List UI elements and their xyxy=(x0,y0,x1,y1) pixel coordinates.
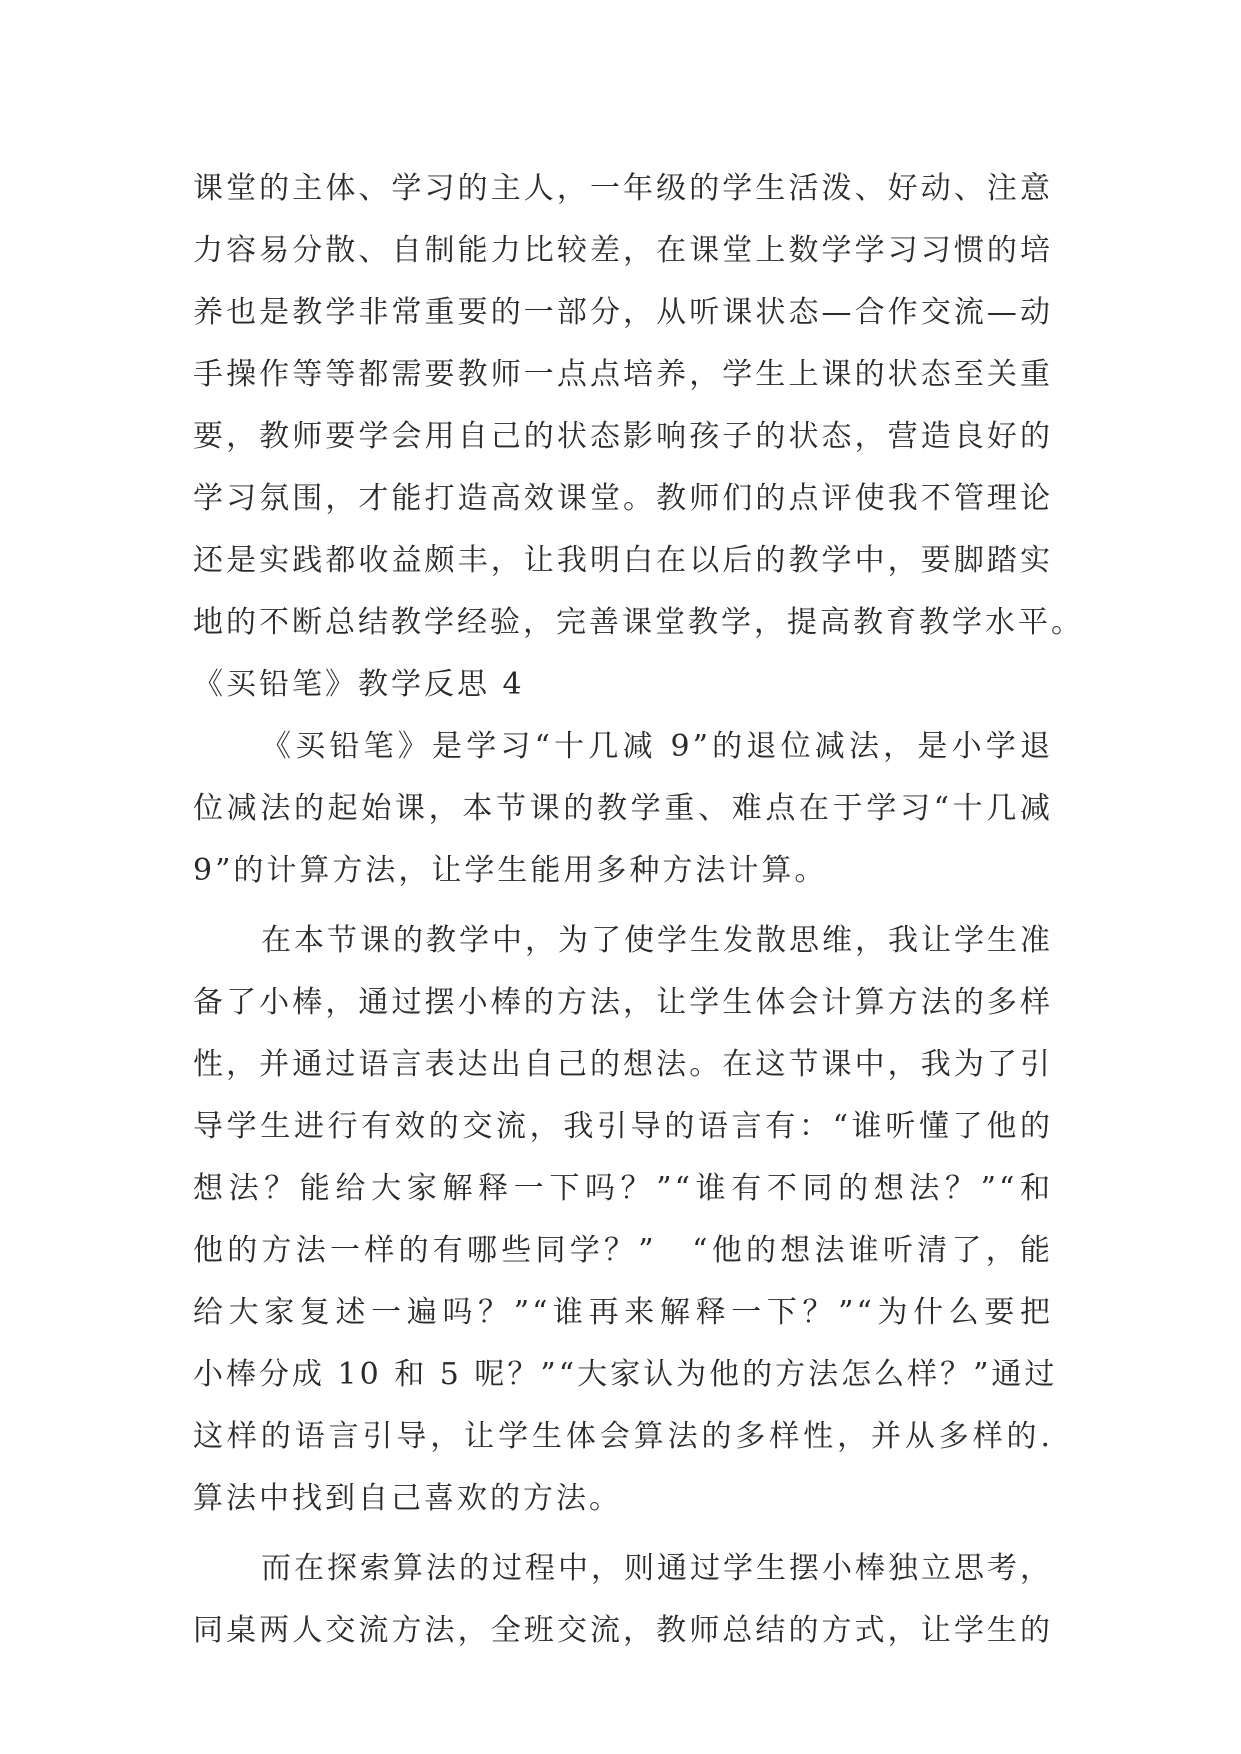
text-line: 这样的语言引导，让学生体会算法的多样性，并从多样的. xyxy=(193,1419,1053,1454)
paragraph-gap xyxy=(193,902,1053,910)
paragraph-4 xyxy=(193,1538,1053,1662)
section-title: 《买铅笔》教学反思 4 xyxy=(193,667,525,702)
text-line: 学习氛围，才能打造高效课堂。教师们的点评使我不管理论 xyxy=(193,481,1053,516)
text-line: 手操作等等都需要教师一点点培养，学生上课的状态至关重 xyxy=(193,357,1053,392)
text-line: 算法中找到自己喜欢的方法。 xyxy=(193,1481,622,1516)
paragraph-gap xyxy=(193,1530,1053,1538)
text-line: 要，教师要学会用自己的状态影响孩子的状态，营造良好的 xyxy=(193,419,1053,454)
text-line: 在本节课的教学中，为了使学生发散思维，我让学生准 xyxy=(261,923,1053,958)
text-line: 《买铅笔》是学习“十几减 9”的退位减法，是小学退 xyxy=(261,729,1053,764)
text-line: 给大家复述一遍吗？”“谁再来解释一下？”“为什么要把 xyxy=(193,1295,1053,1330)
text-line: 还是实践都收益颇丰，让我明白在以后的教学中，要脚踏实 xyxy=(193,543,1053,578)
text-line: 导学生进行有效的交流，我引导的语言有：“谁听懂了他的 xyxy=(193,1109,1053,1144)
text-line: 位减法的起始课，本节课的教学重、难点在于学习“十几减 xyxy=(193,791,1053,826)
text-line: 课堂的主体、学习的主人，一年级的学生活泼、好动、注意 xyxy=(193,171,1053,206)
text-line: 性，并通过语言表达出自己的想法。在这节课中，我为了引 xyxy=(193,1047,1053,1082)
text-line: 力容易分散、自制能力比较差，在课堂上数学学习习惯的培 xyxy=(193,233,1053,268)
text-line: 养也是教学非常重要的一部分，从听课状态—合作交流—动 xyxy=(193,295,1053,330)
text-line: 想法？能给大家解释一下吗？”“谁有不同的想法？”“和 xyxy=(193,1171,1053,1206)
paragraph-2 xyxy=(193,716,1053,902)
text-line: 9”的计算方法，让学生能用多种方法计算。 xyxy=(193,853,828,888)
text-line: 地的不断总结教学经验，完善课堂教学，提高教育教学水平。 xyxy=(193,605,1084,640)
text-line: 小棒分成 10 和 5 呢？”“大家认为他的方法怎么样？”通过 xyxy=(193,1357,1058,1392)
document-body xyxy=(193,158,1084,1662)
paragraph-3 xyxy=(193,910,1058,1530)
text-line: 他的方法一样的有哪些同学？” “他的想法谁听清了，能 xyxy=(193,1233,1053,1268)
paragraph-1 xyxy=(193,158,1084,654)
text-line: 备了小棒，通过摆小棒的方法，让学生体会计算方法的多样 xyxy=(193,985,1053,1020)
text-line: 同桌两人交流方法，全班交流，教师总结的方式，让学生的 xyxy=(193,1613,1053,1648)
text-line: 而在探索算法的过程中，则通过学生摆小棒独立思考， xyxy=(261,1551,1053,1586)
